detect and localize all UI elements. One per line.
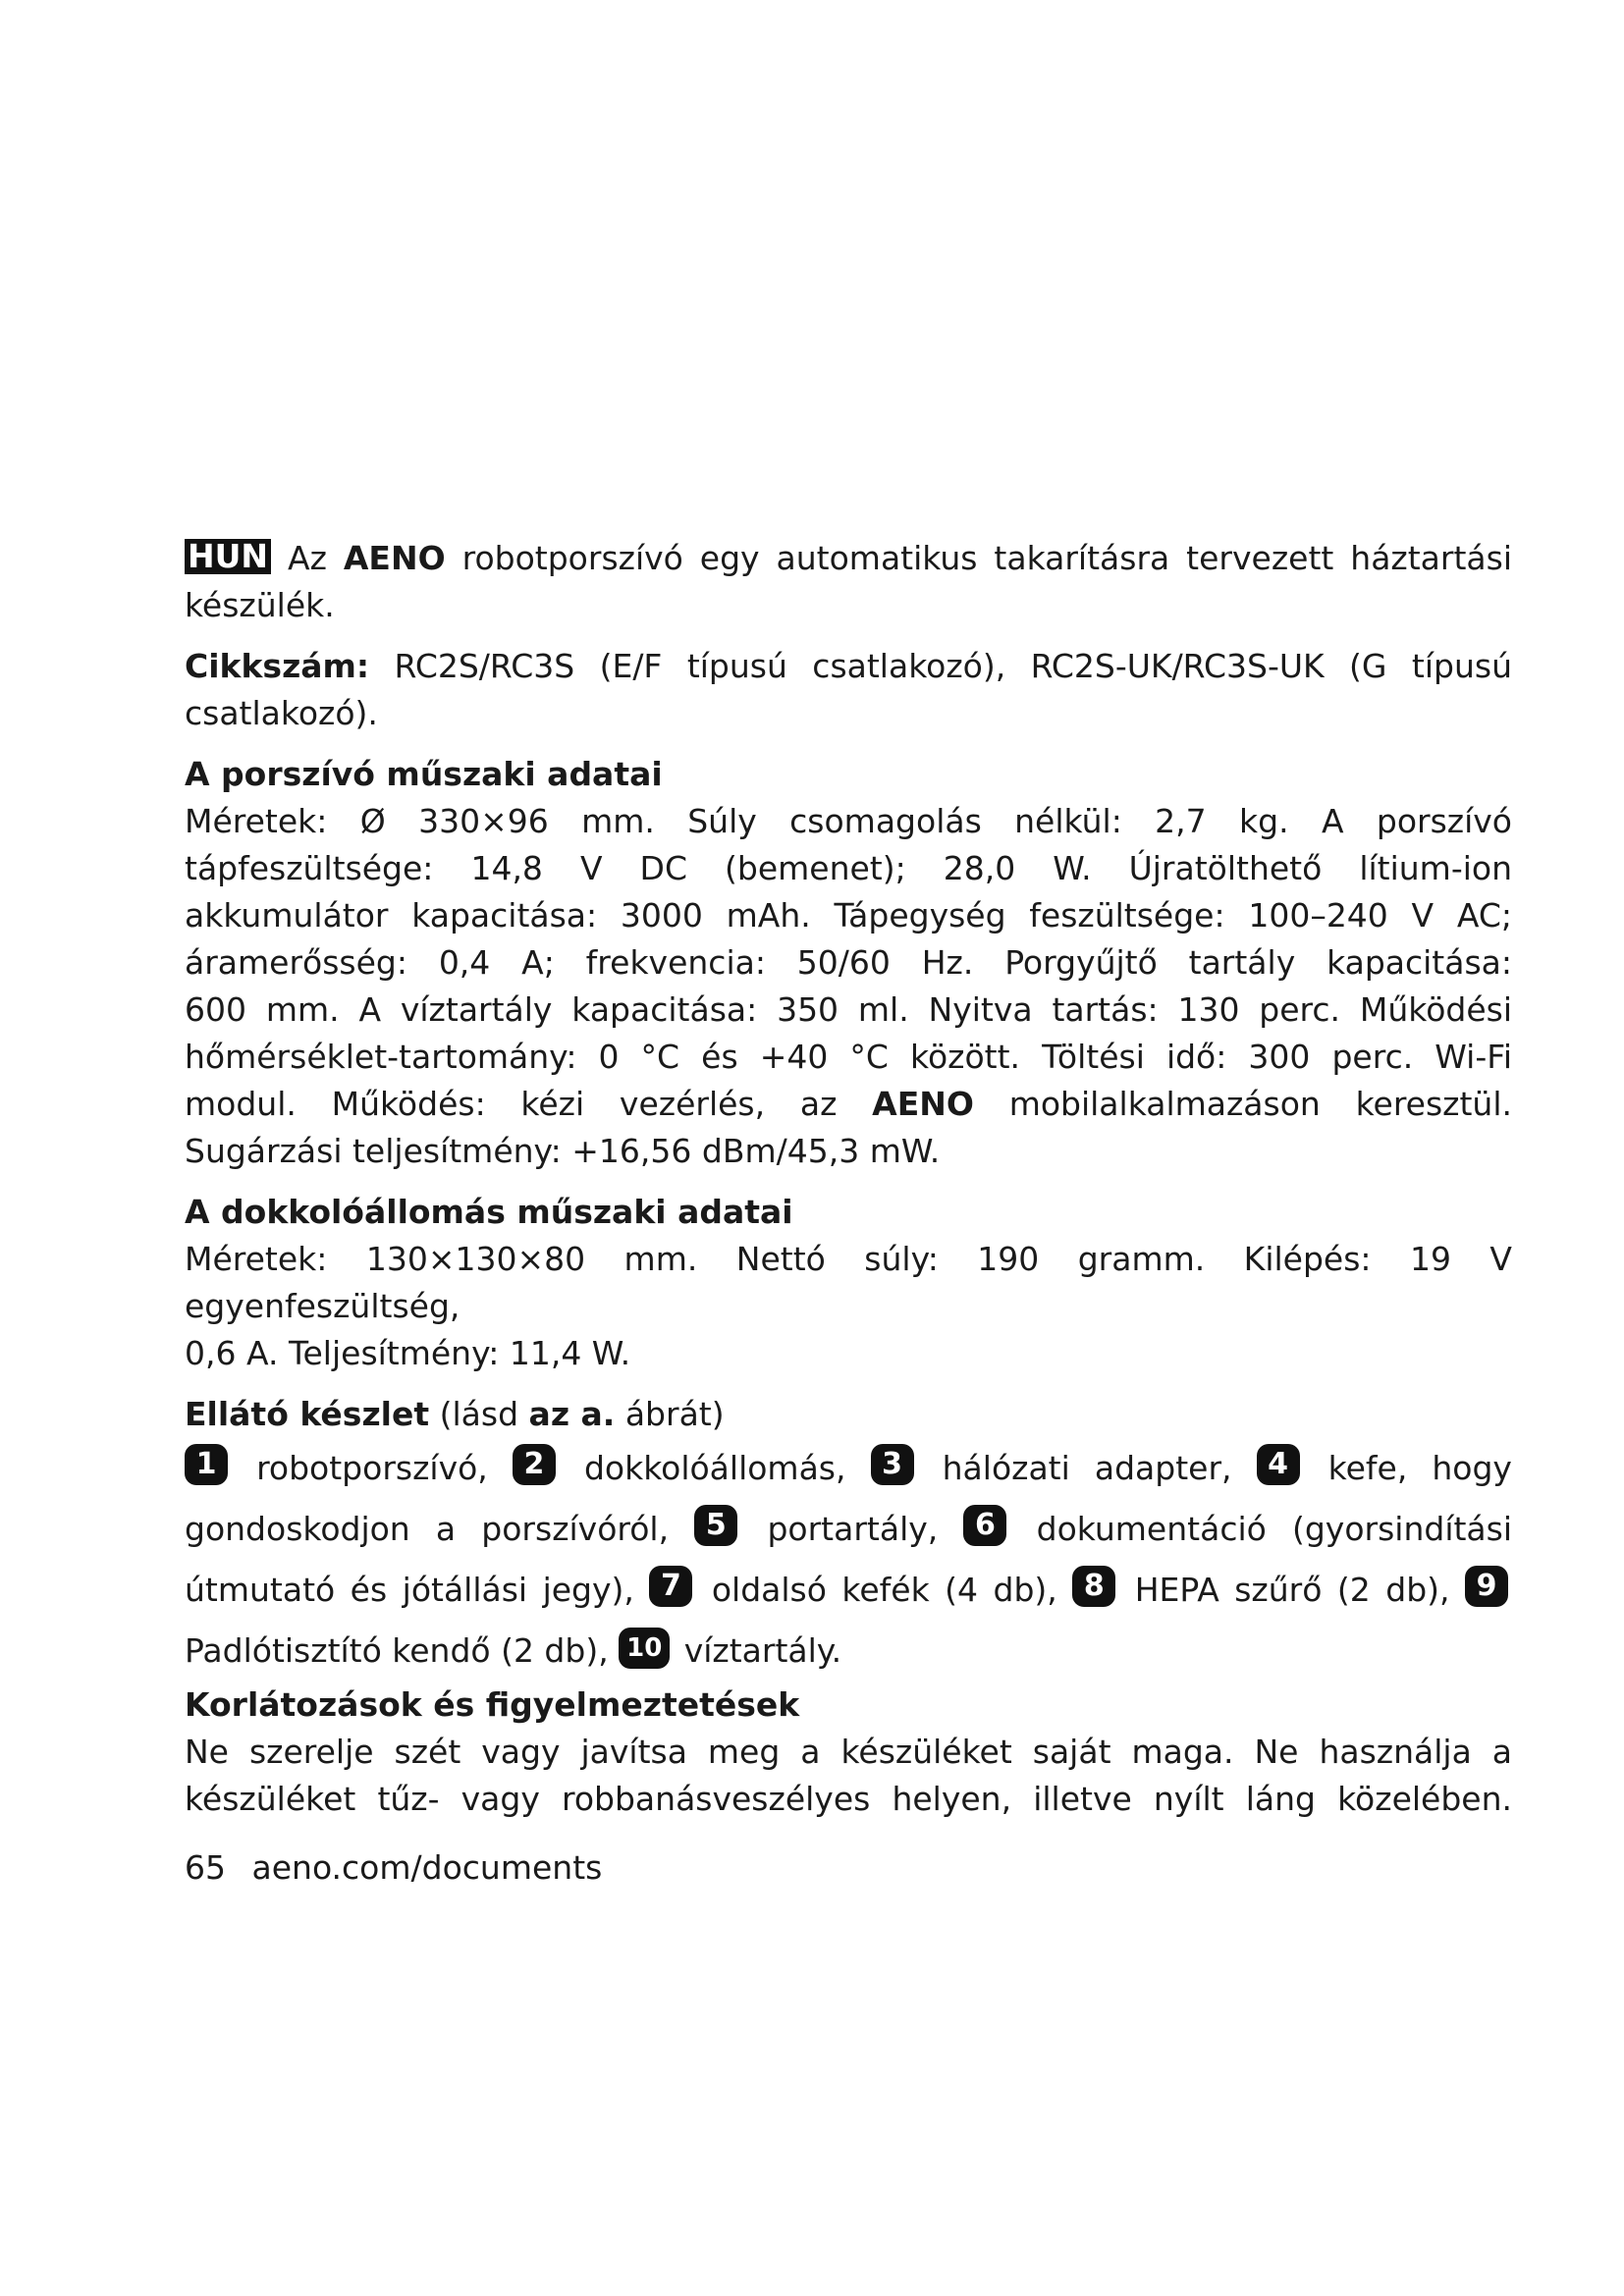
number-7-icon: 7 — [649, 1566, 692, 1607]
vacuum-specs-line: áramerősség: 0,4 A; frekvencia: 50/60 Hz. Porgyűjtő tartály kapacitása: — [185, 943, 1512, 982]
documents-link[interactable]: aeno.com/documents — [251, 1848, 603, 1887]
article-number-paragraph — [185, 643, 1512, 737]
number-8-icon: 8 — [1072, 1566, 1115, 1607]
vacuum-specs-body — [185, 798, 1512, 1175]
kit-item: portartály, — [767, 1510, 939, 1548]
article-label: Cikkszám: — [185, 647, 370, 685]
number-1-icon: 1 — [185, 1444, 228, 1485]
vacuum-specs-heading: A porszívó műszaki adatai — [185, 755, 663, 793]
dock-specs-line: 0,6 A. Teljesítmény: 11,4 W. — [185, 1334, 631, 1372]
number-3-icon: 3 — [871, 1444, 914, 1485]
number-2-icon: 2 — [513, 1444, 556, 1485]
number-6-icon: 6 — [963, 1505, 1006, 1546]
document-page — [185, 535, 1512, 1892]
warnings-heading: Korlátozások és figyelmeztetések — [185, 1685, 800, 1724]
dock-specs-heading: A dokkolóállomás műszaki adatai — [185, 1193, 793, 1231]
vacuum-specs-line: Sugárzási teljesítmény: +16,56 dBm/45,3 mW. — [185, 1132, 941, 1170]
kit-item: dokkolóállomás, — [583, 1449, 846, 1487]
line7-post: mobilalkalmazáson keresztül. — [1008, 1085, 1512, 1123]
kit-heading-title: Ellátó készlet — [185, 1395, 430, 1433]
kit-item: hálózati adapter, — [942, 1449, 1232, 1487]
number-5-icon: 5 — [694, 1505, 737, 1546]
vacuum-specs-line: akkumulátor kapacitása: 3000 mAh. Tápegység feszültsége: 100–240 V AC; — [185, 896, 1512, 934]
page-footer — [185, 1844, 1512, 1892]
number-9-icon: 9 — [1465, 1566, 1508, 1607]
intro-text: robotporszívó egy automatikus takarításra tervezett háztartási készülék. — [185, 539, 1512, 624]
intro-pre: Az — [288, 539, 327, 577]
kit-heading-post1: (lásd — [439, 1395, 519, 1433]
vacuum-specs-line: 600 mm. A víztartály kapacitása: 350 ml. Nyitva tartás: 130 perc. Működési — [185, 990, 1512, 1029]
kit-list — [185, 1438, 1512, 1682]
kit-heading-post2: ábrát) — [624, 1395, 725, 1433]
number-10-icon: 10 — [619, 1628, 670, 1669]
article-text: RC2S/RC3S (E/F típusú csatlakozó), RC2S-UK/RC3S-UK (G típusú csatlakozó). — [185, 647, 1512, 732]
intro-paragraph — [185, 535, 1512, 629]
kit-item: robotporszívó, — [256, 1449, 488, 1487]
kit-item: Padlótisztító kendő (2 db), — [185, 1631, 609, 1670]
vacuum-specs-line: tápfeszültsége: 14,8 V DC (bemenet); 28,0 W. Újratölthető lítium-ion — [185, 849, 1512, 887]
vacuum-specs-line — [185, 1081, 1512, 1128]
vacuum-specs-line: hőmérséklet-tartomány: 0 °C és +40 °C között. Töltési idő: 300 perc. Wi-Fi — [185, 1038, 1512, 1076]
number-4-icon: 4 — [1257, 1444, 1300, 1485]
kit-heading-bold: az a. — [528, 1395, 616, 1433]
language-badge: HUN — [185, 539, 271, 574]
kit-item: HEPA szűrő (2 db), — [1134, 1571, 1450, 1609]
line7-pre: modul. Működés: kézi vezérlés, az — [185, 1085, 838, 1123]
line7-brand: AENO — [872, 1085, 974, 1123]
page-number: 65 — [185, 1848, 226, 1887]
kit-item: kefe, hogy gondoskodjon a porszívóról, — [185, 1449, 1512, 1548]
intro-brand: AENO — [343, 539, 446, 577]
warnings-line: Ne szerelje szét vagy javítsa meg a készüléket saját maga. Ne használja a — [185, 1733, 1512, 1771]
kit-item: oldalsó kefék (4 db), — [711, 1571, 1057, 1609]
kit-item: dokumentáció (gyorsindítási útmutató és jótállási jegy), — [185, 1510, 1513, 1609]
kit-heading — [185, 1391, 1512, 1438]
warnings-line: készüléket tűz- vagy robbanásveszélyes helyen, illetve nyílt láng közelében. — [185, 1780, 1512, 1818]
dock-specs-line: Méretek: 130×130×80 mm. Nettó súly: 190 gramm. Kilépés: 19 V egyenfeszültség, — [185, 1240, 1512, 1325]
kit-item: víztartály. — [683, 1631, 842, 1670]
vacuum-specs-line: Méretek: Ø 330×96 mm. Súly csomagolás nélkül: 2,7 kg. A porszívó — [185, 802, 1512, 840]
